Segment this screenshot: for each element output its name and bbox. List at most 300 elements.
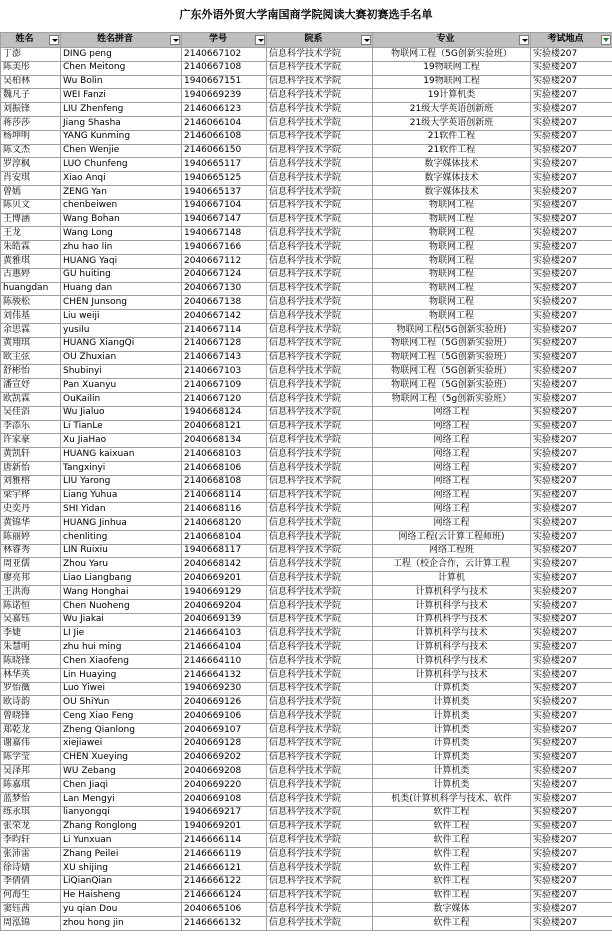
cell-major[interactable]: 物联网工程 <box>373 213 531 227</box>
cell-pinyin[interactable]: Chen Meitong <box>61 61 182 75</box>
cell-pinyin[interactable]: XU shijing <box>61 862 182 876</box>
cell-student-id[interactable]: 1940669239 <box>182 89 267 103</box>
cell-student-id[interactable]: 1940665125 <box>182 172 267 186</box>
cell-exam-location[interactable]: 实验楼207 <box>531 875 612 889</box>
cell-major[interactable]: 网络工程 <box>373 461 531 475</box>
cell-department[interactable]: 信息科学技术学院 <box>267 365 373 379</box>
cell-exam-location[interactable]: 实验楼207 <box>531 599 612 613</box>
cell-major[interactable]: 软件工程 <box>373 862 531 876</box>
cell-department[interactable]: 信息科学技术学院 <box>267 710 373 724</box>
cell-student-id[interactable]: 2040669208 <box>182 765 267 779</box>
cell-pinyin[interactable]: Zheng Qianlong <box>61 724 182 738</box>
cell-pinyin[interactable]: Luo Yiwei <box>61 682 182 696</box>
cell-pinyin[interactable]: Xu JiaHao <box>61 434 182 448</box>
cell-exam-location[interactable]: 实验楼207 <box>531 834 612 848</box>
cell-department[interactable]: 信息科学技术学院 <box>267 779 373 793</box>
cell-student-id[interactable]: 2140668103 <box>182 448 267 462</box>
cell-department[interactable]: 信息科学技术学院 <box>267 434 373 448</box>
cell-exam-location[interactable]: 实验楼207 <box>531 903 612 917</box>
cell-pinyin[interactable]: CHEN Xueying <box>61 751 182 765</box>
cell-pinyin[interactable]: Li Yunxuan <box>61 834 182 848</box>
cell-name[interactable]: 舒彬怡 <box>1 365 61 379</box>
cell-name[interactable]: 李倩倩 <box>1 875 61 889</box>
cell-pinyin[interactable]: OU Zhuxian <box>61 351 182 365</box>
cell-pinyin[interactable]: Wang Honghai <box>61 586 182 600</box>
cell-department[interactable]: 信息科学技术学院 <box>267 158 373 172</box>
cell-department[interactable]: 信息科学技术学院 <box>267 862 373 876</box>
cell-exam-location[interactable]: 实验楼207 <box>531 351 612 365</box>
cell-pinyin[interactable]: DING peng <box>61 48 182 62</box>
cell-name[interactable]: 曾嫣 <box>1 185 61 199</box>
cell-exam-location[interactable]: 实验楼207 <box>531 323 612 337</box>
cell-name[interactable]: 黄凯轩 <box>1 448 61 462</box>
cell-student-id[interactable]: 2040669107 <box>182 724 267 738</box>
cell-pinyin[interactable]: Ceng Xiao Feng <box>61 710 182 724</box>
cell-name[interactable]: 史奕丹 <box>1 503 61 517</box>
cell-department[interactable]: 信息科学技术学院 <box>267 489 373 503</box>
cell-department[interactable]: 信息科学技术学院 <box>267 558 373 572</box>
cell-student-id[interactable]: 2140667114 <box>182 323 267 337</box>
cell-name[interactable]: 郑乾龙 <box>1 724 61 738</box>
cell-pinyin[interactable]: He Haisheng <box>61 889 182 903</box>
cell-student-id[interactable]: 2040669220 <box>182 779 267 793</box>
cell-pinyin[interactable]: YANG Kunming <box>61 130 182 144</box>
cell-name[interactable]: 陈学莹 <box>1 751 61 765</box>
cell-exam-location[interactable]: 实验楼207 <box>531 172 612 186</box>
cell-student-id[interactable]: 2140668116 <box>182 503 267 517</box>
cell-student-id[interactable]: 2146066108 <box>182 130 267 144</box>
cell-student-id[interactable]: 1940667151 <box>182 75 267 89</box>
cell-major[interactable]: 计算机类 <box>373 696 531 710</box>
cell-student-id[interactable]: 2040667124 <box>182 268 267 282</box>
filter-dropdown-icon[interactable] <box>49 35 59 45</box>
cell-major[interactable]: 19物联网工程 <box>373 61 531 75</box>
cell-name[interactable]: 陈丽婷 <box>1 530 61 544</box>
cell-department[interactable]: 信息科学技术学院 <box>267 172 373 186</box>
cell-pinyin[interactable]: Zhang Ronglong <box>61 820 182 834</box>
cell-name[interactable]: 周泓锦 <box>1 917 61 931</box>
cell-name[interactable]: 张荣龙 <box>1 820 61 834</box>
cell-name[interactable]: 陈美彤 <box>1 61 61 75</box>
cell-department[interactable]: 信息科学技术学院 <box>267 351 373 365</box>
cell-major[interactable]: 计算机科学与技术 <box>373 586 531 600</box>
cell-exam-location[interactable]: 实验楼207 <box>531 489 612 503</box>
cell-exam-location[interactable]: 实验楼207 <box>531 158 612 172</box>
cell-name[interactable]: 刘伟基 <box>1 310 61 324</box>
cell-major[interactable]: 软件工程 <box>373 806 531 820</box>
cell-major[interactable]: 19计算机类 <box>373 89 531 103</box>
cell-student-id[interactable]: 1940669129 <box>182 586 267 600</box>
cell-department[interactable]: 信息科学技术学院 <box>267 889 373 903</box>
filter-active-icon[interactable] <box>601 35 611 45</box>
cell-exam-location[interactable]: 实验楼207 <box>531 310 612 324</box>
cell-student-id[interactable]: 2040669108 <box>182 793 267 807</box>
cell-pinyin[interactable]: Lin Huaying <box>61 668 182 682</box>
cell-name[interactable]: 蓝梦怡 <box>1 793 61 807</box>
cell-major[interactable]: 计算机类 <box>373 751 531 765</box>
cell-exam-location[interactable]: 实验楼207 <box>531 641 612 655</box>
cell-department[interactable]: 信息科学技术学院 <box>267 420 373 434</box>
cell-student-id[interactable]: 2040667138 <box>182 296 267 310</box>
cell-student-id[interactable]: 2040668142 <box>182 558 267 572</box>
col-header-exam-location[interactable] <box>531 33 612 48</box>
cell-exam-location[interactable]: 实验楼207 <box>531 586 612 600</box>
cell-name[interactable]: 罗淳枫 <box>1 158 61 172</box>
cell-student-id[interactable]: 1940669230 <box>182 682 267 696</box>
cell-pinyin[interactable]: Li TianLe <box>61 420 182 434</box>
cell-student-id[interactable]: 1940667104 <box>182 199 267 213</box>
cell-student-id[interactable]: 1940668124 <box>182 406 267 420</box>
filter-dropdown-icon[interactable] <box>361 35 371 45</box>
cell-student-id[interactable]: 2140667108 <box>182 61 267 75</box>
cell-exam-location[interactable]: 实验楼207 <box>531 862 612 876</box>
cell-student-id[interactable]: 2040669106 <box>182 710 267 724</box>
cell-department[interactable]: 信息科学技术学院 <box>267 213 373 227</box>
cell-name[interactable]: 陈嘉琪 <box>1 779 61 793</box>
cell-pinyin[interactable]: Jiang Shasha <box>61 116 182 130</box>
cell-student-id[interactable]: 2140668120 <box>182 517 267 531</box>
cell-major[interactable]: 机类(计算机科学与技术、软件 <box>373 793 531 807</box>
cell-name[interactable]: 古惠婷 <box>1 268 61 282</box>
cell-name[interactable]: 魏凡子 <box>1 89 61 103</box>
cell-name[interactable]: huangdan <box>1 282 61 296</box>
cell-pinyin[interactable]: WU Zebang <box>61 765 182 779</box>
cell-department[interactable]: 信息科学技术学院 <box>267 696 373 710</box>
cell-student-id[interactable]: 1940669217 <box>182 806 267 820</box>
cell-major[interactable]: 软件工程 <box>373 875 531 889</box>
cell-pinyin[interactable]: Chen Nuoheng <box>61 599 182 613</box>
cell-name[interactable]: 朱慧明 <box>1 641 61 655</box>
cell-department[interactable]: 信息科学技术学院 <box>267 586 373 600</box>
cell-student-id[interactable]: 2140667143 <box>182 351 267 365</box>
cell-name[interactable]: 何海生 <box>1 889 61 903</box>
cell-exam-location[interactable]: 实验楼207 <box>531 517 612 531</box>
cell-exam-location[interactable]: 实验楼207 <box>531 627 612 641</box>
cell-exam-location[interactable]: 实验楼207 <box>531 61 612 75</box>
cell-department[interactable]: 信息科学技术学院 <box>267 406 373 420</box>
cell-major[interactable]: 计算机类 <box>373 779 531 793</box>
cell-department[interactable]: 信息科学技术学院 <box>267 241 373 255</box>
cell-department[interactable]: 信息科学技术学院 <box>267 227 373 241</box>
cell-major[interactable]: 网络工程 <box>373 503 531 517</box>
cell-pinyin[interactable]: Lan Mengyi <box>61 793 182 807</box>
cell-department[interactable]: 信息科学技术学院 <box>267 517 373 531</box>
cell-student-id[interactable]: 2040669204 <box>182 599 267 613</box>
cell-department[interactable]: 信息科学技术学院 <box>267 627 373 641</box>
cell-student-id[interactable]: 2040667142 <box>182 310 267 324</box>
cell-student-id[interactable]: 2140668106 <box>182 461 267 475</box>
cell-student-id[interactable]: 2140667103 <box>182 365 267 379</box>
cell-student-id[interactable]: 2146666122 <box>182 875 267 889</box>
cell-department[interactable]: 信息科学技术学院 <box>267 103 373 117</box>
cell-student-id[interactable]: 2040669139 <box>182 613 267 627</box>
cell-exam-location[interactable]: 实验楼207 <box>531 103 612 117</box>
cell-pinyin[interactable]: LiQianQian <box>61 875 182 889</box>
cell-major[interactable]: 21级大学英语创新班 <box>373 103 531 117</box>
cell-exam-location[interactable]: 实验楼207 <box>531 572 612 586</box>
cell-major[interactable]: 数字媒体技术 <box>373 172 531 186</box>
col-header-pinyin[interactable] <box>61 33 182 48</box>
cell-student-id[interactable]: 2040665106 <box>182 903 267 917</box>
cell-exam-location[interactable]: 实验楼207 <box>531 268 612 282</box>
cell-department[interactable]: 信息科学技术学院 <box>267 461 373 475</box>
cell-name[interactable]: 窦钰茜 <box>1 903 61 917</box>
cell-name[interactable]: 张沛雷 <box>1 848 61 862</box>
cell-major[interactable]: 软件工程 <box>373 820 531 834</box>
cell-pinyin[interactable]: zhou hong jin <box>61 917 182 931</box>
cell-pinyin[interactable]: OuKailin <box>61 392 182 406</box>
cell-major[interactable]: 物联网工程（5g创新实验班） <box>373 392 531 406</box>
cell-exam-location[interactable]: 实验楼207 <box>531 296 612 310</box>
cell-exam-location[interactable]: 实验楼207 <box>531 420 612 434</box>
cell-exam-location[interactable]: 实验楼207 <box>531 696 612 710</box>
cell-student-id[interactable]: 2146664103 <box>182 627 267 641</box>
cell-exam-location[interactable]: 实验楼207 <box>531 765 612 779</box>
cell-exam-location[interactable]: 实验楼207 <box>531 710 612 724</box>
cell-department[interactable]: 信息科学技术学院 <box>267 448 373 462</box>
cell-major[interactable]: 数字媒体技术 <box>373 158 531 172</box>
cell-pinyin[interactable]: LIU Yarong <box>61 475 182 489</box>
cell-major[interactable]: 网络工程 <box>373 434 531 448</box>
cell-pinyin[interactable]: yu qian Dou <box>61 903 182 917</box>
cell-name[interactable]: 王博涵 <box>1 213 61 227</box>
cell-major[interactable]: 网络工程 <box>373 517 531 531</box>
cell-major[interactable]: 物联网工程(5G创新实验班) <box>373 323 531 337</box>
cell-student-id[interactable]: 2146664110 <box>182 655 267 669</box>
cell-exam-location[interactable]: 实验楼207 <box>531 544 612 558</box>
cell-student-id[interactable]: 2140668114 <box>182 489 267 503</box>
col-header-department[interactable] <box>267 33 373 48</box>
cell-name[interactable]: 林睿秀 <box>1 544 61 558</box>
cell-student-id[interactable]: 2146666121 <box>182 862 267 876</box>
cell-pinyin[interactable]: LIU Zhenfeng <box>61 103 182 117</box>
cell-name[interactable]: 曾晓锋 <box>1 710 61 724</box>
cell-student-id[interactable]: 1940667148 <box>182 227 267 241</box>
cell-department[interactable]: 信息科学技术学院 <box>267 751 373 765</box>
filter-dropdown-icon[interactable] <box>170 35 180 45</box>
cell-major[interactable]: 21软件工程 <box>373 130 531 144</box>
cell-department[interactable]: 信息科学技术学院 <box>267 599 373 613</box>
cell-student-id[interactable]: 2146666119 <box>182 848 267 862</box>
cell-major[interactable]: 计算机类 <box>373 724 531 738</box>
cell-exam-location[interactable]: 实验楼207 <box>531 254 612 268</box>
cell-student-id[interactable]: 1940665117 <box>182 158 267 172</box>
cell-name[interactable]: 陈晓锋 <box>1 655 61 669</box>
cell-major[interactable]: 物联网工程 <box>373 296 531 310</box>
cell-name[interactable]: 李昀轩 <box>1 834 61 848</box>
cell-pinyin[interactable]: Chen Xiaofeng <box>61 655 182 669</box>
cell-pinyin[interactable]: Tangxinyi <box>61 461 182 475</box>
cell-exam-location[interactable]: 实验楼207 <box>531 227 612 241</box>
cell-pinyin[interactable]: HUANG kaixuan <box>61 448 182 462</box>
cell-student-id[interactable]: 2140668104 <box>182 530 267 544</box>
cell-major[interactable]: 数字媒体技术 <box>373 185 531 199</box>
cell-major[interactable]: 物联网工程 <box>373 199 531 213</box>
cell-pinyin[interactable]: HUANG Yaqi <box>61 254 182 268</box>
cell-name[interactable]: 李添乐 <box>1 420 61 434</box>
cell-student-id[interactable]: 1940665137 <box>182 185 267 199</box>
cell-exam-location[interactable]: 实验楼207 <box>531 806 612 820</box>
cell-department[interactable]: 信息科学技术学院 <box>267 323 373 337</box>
cell-student-id[interactable]: 2146066123 <box>182 103 267 117</box>
cell-department[interactable]: 信息科学技术学院 <box>267 144 373 158</box>
cell-department[interactable]: 信息科学技术学院 <box>267 793 373 807</box>
cell-student-id[interactable]: 2040668121 <box>182 420 267 434</box>
cell-department[interactable]: 信息科学技术学院 <box>267 75 373 89</box>
cell-student-id[interactable]: 2140667120 <box>182 392 267 406</box>
cell-pinyin[interactable]: Wang Bohan <box>61 213 182 227</box>
cell-name[interactable]: 练永琪 <box>1 806 61 820</box>
cell-exam-location[interactable]: 实验楼207 <box>531 130 612 144</box>
cell-major[interactable]: 软件工程 <box>373 917 531 931</box>
cell-exam-location[interactable]: 实验楼207 <box>531 779 612 793</box>
cell-major[interactable]: 网络工程 <box>373 420 531 434</box>
cell-major[interactable]: 物联网工程（5G创新实验班） <box>373 48 531 62</box>
cell-student-id[interactable]: 2040667130 <box>182 282 267 296</box>
cell-major[interactable]: 网络工程 <box>373 475 531 489</box>
cell-department[interactable]: 信息科学技术学院 <box>267 185 373 199</box>
cell-department[interactable]: 信息科学技术学院 <box>267 848 373 862</box>
cell-department[interactable]: 信息科学技术学院 <box>267 641 373 655</box>
cell-name[interactable]: 黄锦华 <box>1 517 61 531</box>
col-header-major[interactable] <box>373 33 531 48</box>
cell-pinyin[interactable]: Wu Bolin <box>61 75 182 89</box>
cell-name[interactable]: 吴柏林 <box>1 75 61 89</box>
cell-department[interactable]: 信息科学技术学院 <box>267 268 373 282</box>
cell-name[interactable]: 林华英 <box>1 668 61 682</box>
cell-name[interactable]: 周亚儒 <box>1 558 61 572</box>
cell-department[interactable]: 信息科学技术学院 <box>267 503 373 517</box>
filter-dropdown-icon[interactable] <box>255 35 265 45</box>
cell-exam-location[interactable]: 实验楼207 <box>531 820 612 834</box>
cell-major[interactable]: 计算机类 <box>373 682 531 696</box>
cell-department[interactable]: 信息科学技术学院 <box>267 903 373 917</box>
cell-exam-location[interactable]: 实验楼207 <box>531 434 612 448</box>
cell-department[interactable]: 信息科学技术学院 <box>267 682 373 696</box>
cell-department[interactable]: 信息科学技术学院 <box>267 806 373 820</box>
cell-student-id[interactable]: 2040667112 <box>182 254 267 268</box>
cell-pinyin[interactable]: HUANG Jinhua <box>61 517 182 531</box>
cell-pinyin[interactable]: Liu weiji <box>61 310 182 324</box>
cell-name[interactable]: 王洪海 <box>1 586 61 600</box>
cell-name[interactable]: 蒋莎莎 <box>1 116 61 130</box>
cell-major[interactable]: 网络工程 <box>373 489 531 503</box>
cell-name[interactable]: 吴泽邦 <box>1 765 61 779</box>
cell-pinyin[interactable]: OU ShiYun <box>61 696 182 710</box>
cell-major[interactable]: 网络工程 <box>373 406 531 420</box>
cell-name[interactable]: 欧凯霖 <box>1 392 61 406</box>
cell-exam-location[interactable]: 实验楼207 <box>531 48 612 62</box>
cell-student-id[interactable]: 2146066150 <box>182 144 267 158</box>
cell-department[interactable]: 信息科学技术学院 <box>267 116 373 130</box>
cell-major[interactable]: 物联网工程 <box>373 282 531 296</box>
cell-exam-location[interactable]: 实验楼207 <box>531 503 612 517</box>
cell-exam-location[interactable]: 实验楼207 <box>531 655 612 669</box>
cell-exam-location[interactable]: 实验楼207 <box>531 213 612 227</box>
cell-major[interactable]: 软件工程 <box>373 834 531 848</box>
cell-student-id[interactable]: 2146664104 <box>182 641 267 655</box>
cell-student-id[interactable]: 2040669202 <box>182 751 267 765</box>
cell-major[interactable]: 计算机 <box>373 572 531 586</box>
cell-department[interactable]: 信息科学技术学院 <box>267 130 373 144</box>
cell-department[interactable]: 信息科学技术学院 <box>267 875 373 889</box>
cell-pinyin[interactable]: yusilu <box>61 323 182 337</box>
cell-exam-location[interactable]: 实验楼207 <box>531 917 612 931</box>
cell-major[interactable]: 物联网工程（5G创新实验班） <box>373 337 531 351</box>
cell-pinyin[interactable]: LUO Chunfeng <box>61 158 182 172</box>
cell-pinyin[interactable]: WEI Fanzi <box>61 89 182 103</box>
cell-department[interactable]: 信息科学技术学院 <box>267 572 373 586</box>
cell-major[interactable]: 物联网工程（5G创新实验班） <box>373 351 531 365</box>
cell-pinyin[interactable]: LIN Ruixiu <box>61 544 182 558</box>
cell-exam-location[interactable]: 实验楼207 <box>531 337 612 351</box>
cell-pinyin[interactable]: ZENG Yan <box>61 185 182 199</box>
cell-exam-location[interactable]: 实验楼207 <box>531 379 612 393</box>
cell-name[interactable]: 吴嘉钰 <box>1 613 61 627</box>
cell-name[interactable]: 梁宇桦 <box>1 489 61 503</box>
cell-pinyin[interactable]: Wu Jiakai <box>61 613 182 627</box>
cell-pinyin[interactable]: Xiao Anqi <box>61 172 182 186</box>
cell-major[interactable]: 计算机科学与技术 <box>373 613 531 627</box>
cell-major[interactable]: 工程（校企合作，云计算工程 <box>373 558 531 572</box>
cell-name[interactable]: 刘雅榕 <box>1 475 61 489</box>
cell-major[interactable]: 物联网工程（5G创新实验班） <box>373 365 531 379</box>
cell-department[interactable]: 信息科学技术学院 <box>267 765 373 779</box>
cell-pinyin[interactable]: zhu hao lin <box>61 241 182 255</box>
cell-student-id[interactable]: 1940668117 <box>182 544 267 558</box>
cell-pinyin[interactable]: xiejiawei <box>61 737 182 751</box>
cell-name[interactable]: 徐诗婧 <box>1 862 61 876</box>
cell-name[interactable]: 朱皓霖 <box>1 241 61 255</box>
cell-pinyin[interactable]: Zhou Yaru <box>61 558 182 572</box>
cell-major[interactable]: 21级大学英语创新班 <box>373 116 531 130</box>
cell-exam-location[interactable]: 实验楼207 <box>531 406 612 420</box>
cell-pinyin[interactable]: HUANG XiangQi <box>61 337 182 351</box>
cell-department[interactable]: 信息科学技术学院 <box>267 379 373 393</box>
cell-department[interactable]: 信息科学技术学院 <box>267 475 373 489</box>
cell-name[interactable]: 陈骏松 <box>1 296 61 310</box>
cell-major[interactable]: 计算机类 <box>373 710 531 724</box>
cell-name[interactable]: 唐新怡 <box>1 461 61 475</box>
cell-exam-location[interactable]: 实验楼207 <box>531 144 612 158</box>
cell-major[interactable]: 软件工程 <box>373 848 531 862</box>
cell-department[interactable]: 信息科学技术学院 <box>267 282 373 296</box>
cell-name[interactable]: 余思霖 <box>1 323 61 337</box>
cell-pinyin[interactable]: Huang dan <box>61 282 182 296</box>
cell-department[interactable]: 信息科学技术学院 <box>267 310 373 324</box>
cell-name[interactable]: 李婕 <box>1 627 61 641</box>
cell-department[interactable]: 信息科学技术学院 <box>267 613 373 627</box>
cell-exam-location[interactable]: 实验楼207 <box>531 89 612 103</box>
cell-name[interactable]: 肖安琪 <box>1 172 61 186</box>
cell-major[interactable]: 计算机科学与技术 <box>373 668 531 682</box>
cell-department[interactable]: 信息科学技术学院 <box>267 254 373 268</box>
cell-pinyin[interactable]: LI Jie <box>61 627 182 641</box>
cell-major[interactable]: 软件工程 <box>373 889 531 903</box>
cell-exam-location[interactable]: 实验楼207 <box>531 682 612 696</box>
cell-major[interactable]: 物联网工程（5G创新实验班） <box>373 379 531 393</box>
cell-major[interactable]: 物联网工程 <box>373 241 531 255</box>
cell-name[interactable]: 谢嘉伟 <box>1 737 61 751</box>
cell-department[interactable]: 信息科学技术学院 <box>267 89 373 103</box>
cell-pinyin[interactable]: lianyongqi <box>61 806 182 820</box>
cell-department[interactable]: 信息科学技术学院 <box>267 820 373 834</box>
cell-major[interactable]: 网络工程(云计算工程师班) <box>373 530 531 544</box>
filter-dropdown-icon[interactable] <box>519 35 529 45</box>
cell-student-id[interactable]: 1940669201 <box>182 820 267 834</box>
cell-department[interactable]: 信息科学技术学院 <box>267 48 373 62</box>
cell-department[interactable]: 信息科学技术学院 <box>267 668 373 682</box>
